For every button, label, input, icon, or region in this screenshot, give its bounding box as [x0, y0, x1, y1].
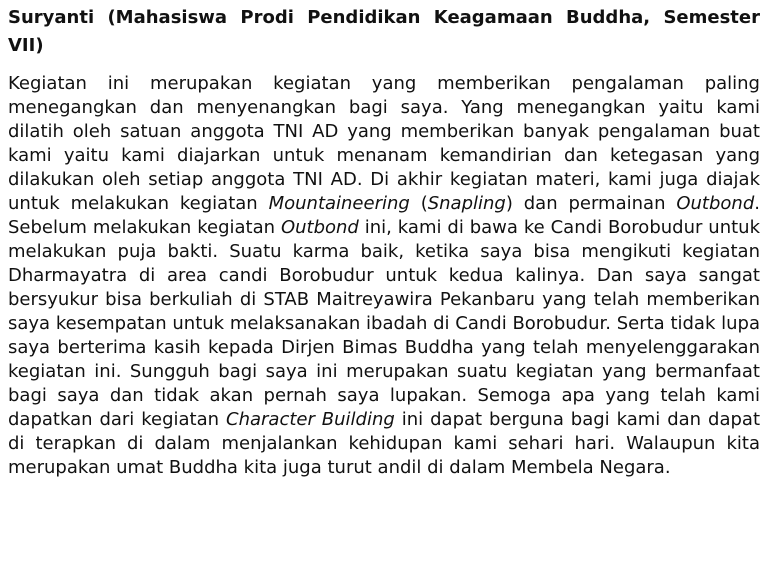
paragraph-text: . Sebelum melakukan kegiatan [8, 193, 760, 238]
paragraph-text: ini, kami di bawa ke Candi Borobudur untuk melakukan puja bakti. Suatu karma baik, ketika saya bisa mengikuti kegiatan Dharmayatra di area candi Borobudur untuk kedua kalinya. Dan saya sangat bersyukur bisa berkuliah di STAB Maitreyawira Pekanbaru yang telah memberikan saya kesempatan untuk melaksanakan ibadah di Candi Borobudur. Serta tidak lupa saya berterima kasih kepada Dirjen Bimas Buddha yang telah menyelenggarakan kegiatan ini. Sungguh bagi saya ini merupakan suatu kegiatan yang bermanfaat bagi saya dan tidak akan pernah saya lupakan. Semoga apa yang telah kami dapatkan dari kegiatan [8, 217, 761, 430]
paragraph-text: ini dapat berguna bagi kami dan dapat di terapkan di dalam menjalankan kehidupan kami sehari hari. Walaupun kita merupakan umat Buddha kita juga turut andil di dalam Membela Negara. [8, 409, 760, 478]
paragraph-italic-term: Snapling [427, 193, 506, 214]
paragraph-italic-term: Character Building [226, 409, 395, 430]
testimonial-paragraph [8, 72, 760, 480]
paragraph-text: ( [409, 193, 428, 214]
testimonial-heading: Suryanti (Mahasiswa Prodi Pendidikan Keagamaan Buddha, Semester VII) [8, 7, 760, 56]
paragraph-text: ) dan permainan [505, 193, 677, 214]
paragraph-italic-term: Outbond [280, 217, 359, 238]
document [8, 4, 760, 480]
paragraph-italic-term: Mountaineering [268, 193, 410, 214]
paragraph-text: Kegiatan ini merupakan kegiatan yang memberikan pengalaman paling menegangkan dan menyenangkan bagi saya. Yang menegangkan yaitu kami dilatih oleh satuan anggota TNI AD yang memberikan banyak pengalaman buat kami yaitu kami diajarkan untuk menanam kemandirian dan ketegasan yang dilakukan oleh setiap anggota TNI AD. Di akhir kegiatan materi, kami juga diajak untuk melakukan kegiatan [8, 73, 760, 214]
paragraph-italic-term: Outbond [676, 193, 755, 214]
